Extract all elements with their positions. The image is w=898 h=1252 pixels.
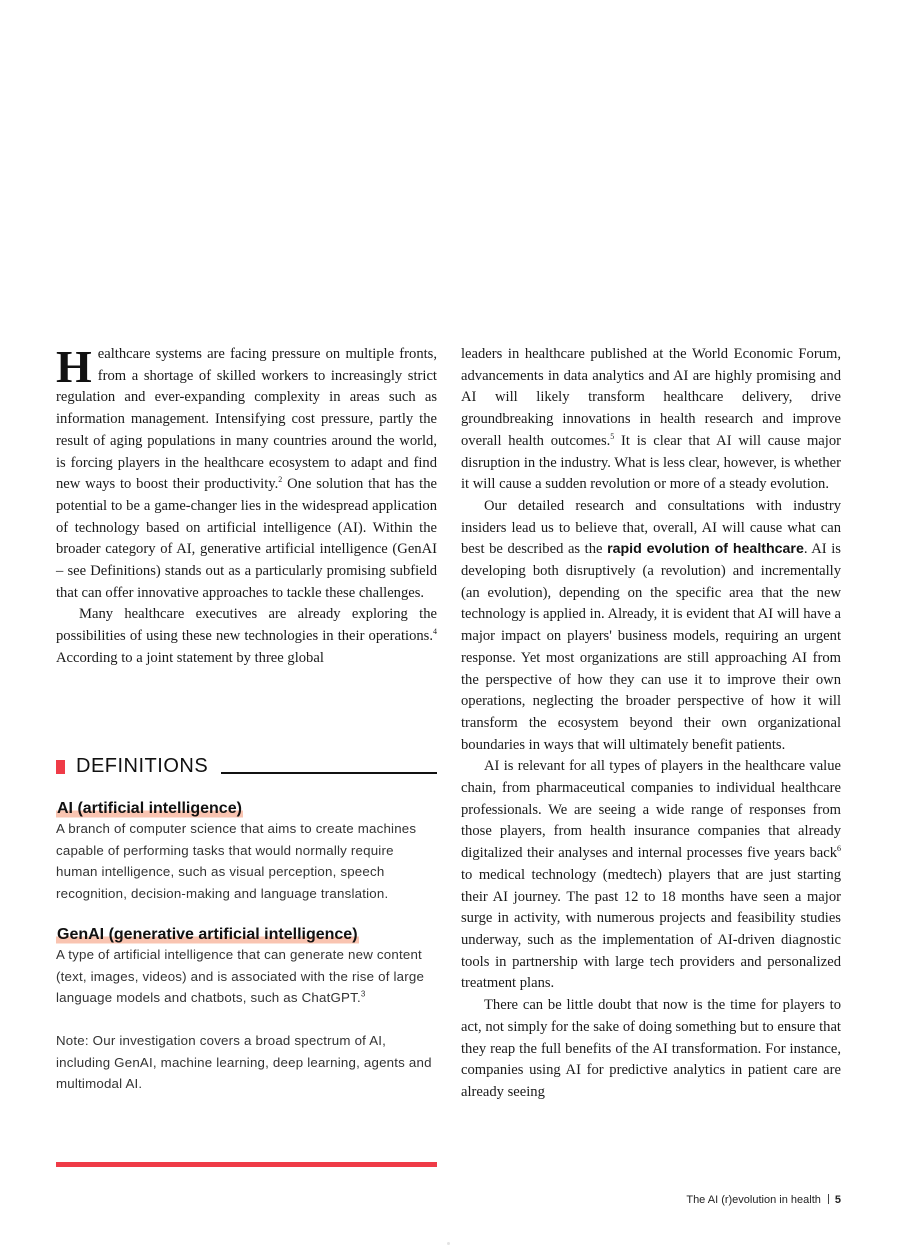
body-paragraph: Many healthcare executives are already exploring the possibilities of using these new technologies in their operations.$^4$ According to a joint statement by three global [56,606,437,666]
body-paragraph: AI is relevant for all types of players in the healthcare value chain, from pharmaceutical companies to individual healthcare professionals. We are seeing a wide range of responses from those players, from health insurance companies that already digitalized their analyses and internal processes five years back$^6$ to medical technology (medtech) players that are just starting their AI journey. The past 12 to 18 months have seen a major surge in activity, with numerous projects and feasibility studies underway, such as the implementation of AI-driven diagnostic tools in partnership with large tech providers and personalized treatment plans. [461,758,841,992]
definitions-note: Note: Our investigation covers a broad spectrum of AI, including GenAI, machine learning, deep learning, agents and multimodal AI. [56,1032,432,1092]
left-column [56,341,437,670]
drop-cap: H [56,341,92,392]
body-paragraph: There can be little doubt that now is the time for players to act, not simply for the sake of doing something but to ensure that they reap the full benefits of the AI transformation. For instance, companies using AI for predictive analytics in patient care are already seeing [461,997,841,1100]
section-marker [56,760,65,774]
definitions-header [56,756,437,780]
body-paragraph: Our detailed research and consultations with industry insiders lead us to believe that, overall, AI will cause what can best be described as the rapid evolution of healthcare. AI is developing both disruptively (a revolution) and incrementally (an evolution), depending on the specific area that the new technology is applied in. Already, it is evident that AI will have a major impact on players' business models, requiring an urgent response. Yet most organizations are still approaching AI from the perspective of how they can use it to improve their own operations, neglecting the broader perspective of how it will transform the ecosystem beyond their own organizational boundaries in ways that will ultimately benefit patients. [461,497,841,753]
definitions-box [56,756,437,1095]
footnote-ref: 2 [278,475,283,485]
footnote-ref: 6 [837,844,841,854]
definition-text: A type of artificial intelligence that can generate new content (text, images, videos) and is associated with the rise of large language models and chatbots, such as ChatGPT.$^3$ [56,946,425,1006]
intro-paragraph: Healthcare systems are facing pressure on multiple fronts, from a shortage of skilled workers to increasingly strict regulation and ever-expanding complexity in areas such as information management. Intensifying cost pressure, partly the result of aging populations in many countries around the world, is forcing players in the healthcare ecosystem to adapt and find new ways to boost their productivity.$^2$ One solution that has the potential to be a game-changer lies in the widespread application of technology based on artificial intelligence (AI). Within the broader category of AI, generative artificial intelligence (GenAI – see Definitions) stands out as a particularly promising subfield that can offer innovative approaches to tackle these challenges. [56,341,437,601]
page-dot [447,1242,450,1245]
definitions-title: DEFINITIONS [76,755,209,777]
body-paragraph: leaders in healthcare published at the World Economic Forum, advancements in data analytics and AI are highly promising and AI will likely transform healthcare delivery, drive groundbreaking innovations in health research and improve overall health outcomes.$^5$ It is clear that AI will cause major disruption in the industry. What is less clear, however, is whether it will cause a sudden revolution or more of a steady evolution. [461,346,841,493]
right-column [461,344,841,1104]
definition-term: AI (artificial intelligence) [57,800,242,817]
definition-term: GenAI (generative artificial intelligence) [57,925,358,943]
page-number: 5 [834,1194,841,1206]
footer-separator [828,1194,829,1204]
key-phrase-highlight: rapid evolution of healthcare [607,541,804,558]
footnote-ref: 5 [610,431,615,441]
footer-title: The AI (r)evolution in health [686,1194,821,1206]
header-rule [221,772,437,774]
definition-text: A branch of computer science that aims to create machines capable of performing tasks that would normally require human intelligence, such as visual perception, speech recognition, decision-making and language translation. [56,821,417,902]
page-footer [686,1194,841,1206]
footnote-ref: 3 [360,989,366,999]
footnote-ref: 4 [433,627,437,637]
definitions-bottom-rule [56,1162,437,1167]
